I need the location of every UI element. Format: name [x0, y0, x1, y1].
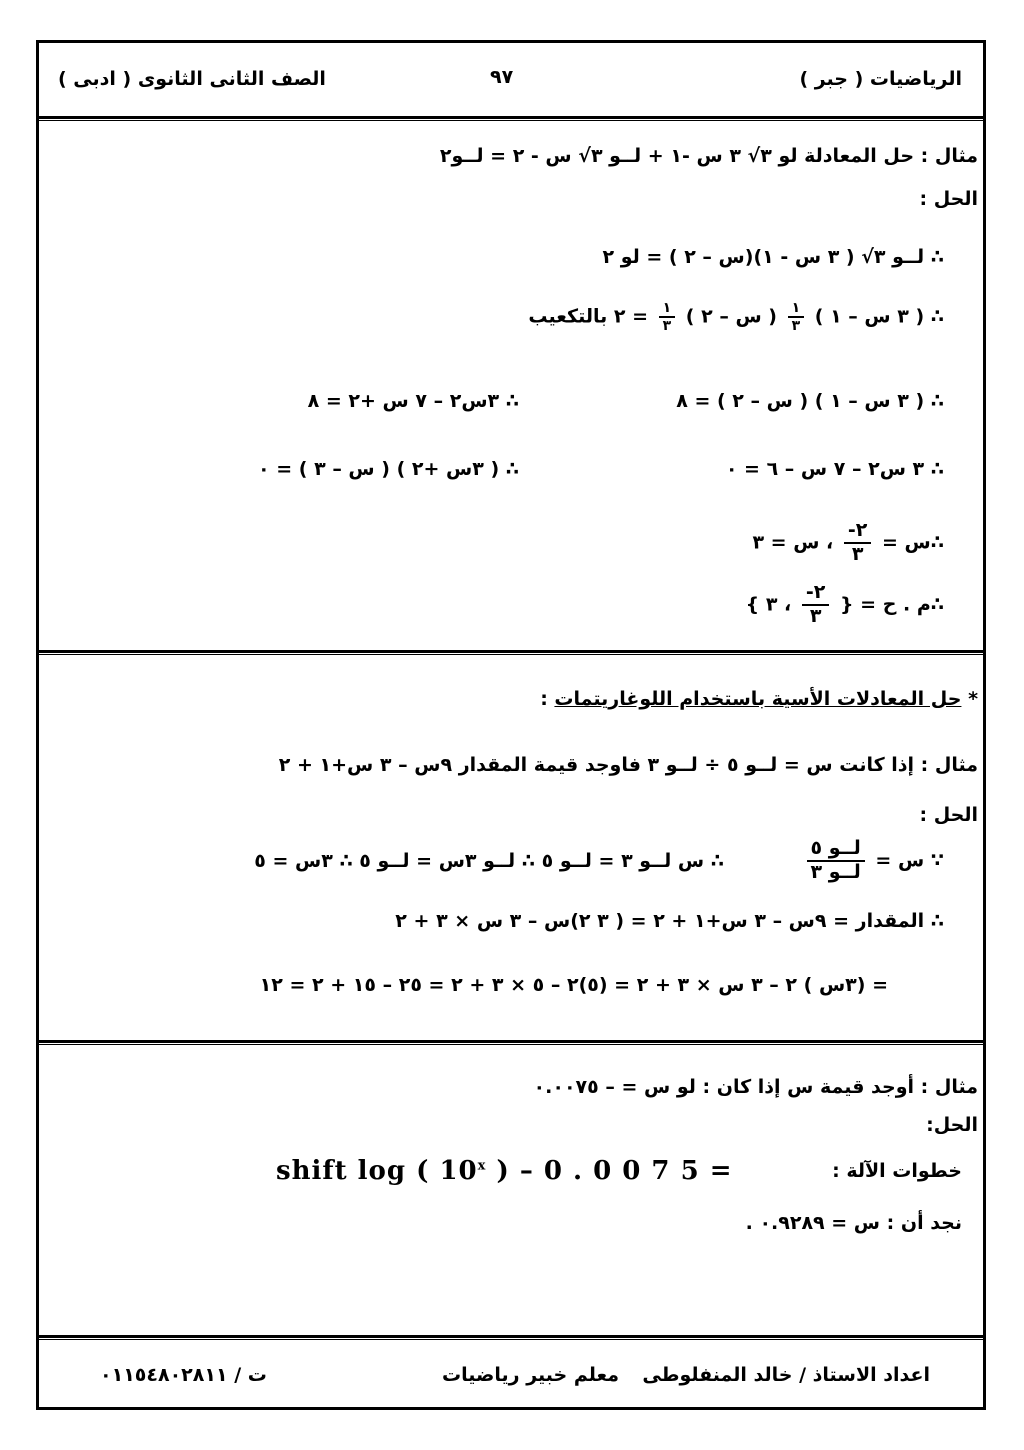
heading-colon: :: [540, 688, 548, 710]
example1-step4-left: ∴ ( ٣س +٢ ) ( س – ٣ ) = ٠: [258, 458, 519, 480]
example1-step5: [752, 520, 944, 566]
heading-text: حل المعادلات الأسية باستخدام اللوغاريتمات: [554, 688, 962, 710]
heading-star: *: [968, 688, 978, 710]
example1-step3-left: ∴ ٣س٢ – ٧ س +٢ = ٨: [307, 390, 519, 412]
example3-result: نجد أن : س = ٠.٩٢٨٩ .: [745, 1212, 962, 1234]
calc-keys: shift log ( 10: [276, 1156, 478, 1186]
example2-expr2: = (٣س ) ٢ – ٣ س × ٣ + ٢ = (٥)٢ – ٥ × ٣ + ٢ = ٢٥ – ١٥ + ٢ = ١٢: [259, 974, 888, 996]
step2-exponent-a: $\frac{١}{٣}$: [788, 300, 805, 334]
page-number: ٩٧: [490, 66, 514, 88]
step2-lhs: ∴ ( ٣ س – ١ ): [814, 305, 944, 328]
divider: [36, 1335, 986, 1338]
example1-statement: مثال : حل المعادلة لو ٣√ ٣ س -١ + لــو ٣√ س - ٢ = لــو٢: [439, 145, 978, 167]
example1-solution-set: [746, 582, 944, 628]
example2-chain: ∴ س لــو ٣ = لــو ٥ ∴ لــو ٣س = لــو ٥ ∴ ٣س = ٥: [254, 850, 724, 872]
phone-label: ت /: [234, 1364, 267, 1386]
step5-prefix: ∴س =: [882, 531, 944, 554]
example3-statement: مثال : أوجد قيمة س إذا كان : لو س = – ٠.٠٠٧٥: [533, 1076, 978, 1098]
subject-title: الرياضيات ( جبر ): [799, 68, 962, 90]
step2-mid: ( س – ٢ ): [685, 305, 777, 328]
calculator-keys: [276, 1158, 733, 1184]
grade-title: الصف الثانى الثانوى ( ادبى ): [58, 68, 326, 90]
step6-fraction: $\frac{٢-}{٣}$: [802, 582, 830, 628]
given-fraction: $\frac{\text{لــو ٥}}{\text{لــو ٣}}$: [807, 838, 865, 884]
solution-label: الحل:: [926, 1114, 978, 1136]
example2-statement: مثال : إذا كانت س = لــو ٥ ÷ لــو ٣ فاوجد قيمة المقدار ٩س – ٣ س+١ + ٢: [278, 754, 978, 776]
example1-step1: ∴ لــو ٣√ ( ٣ س - ١)(س – ٢ ) = لو ٢: [602, 246, 944, 268]
calc-exponent: x: [477, 1158, 487, 1174]
footer-author: اعداد الاستاذ / خالد المنفلوطى: [642, 1364, 930, 1386]
solution-label: الحل :: [919, 804, 978, 826]
solution-label: الحل :: [919, 188, 978, 210]
calc-rest: ) – 0 . 0 0 7 5 =: [496, 1156, 733, 1186]
example1-step3-right: ∴ ( ٣ س – ١ ) ( س – ٢ ) = ٨: [676, 390, 944, 412]
step2-rhs: = ٢ بالتكعيب: [528, 305, 648, 328]
footer-phone: [100, 1366, 267, 1385]
example2-expr1: ∴ المقدار = ٩س – ٣ س+١ + ٢ = ( ٣ ٢)س – ٣ س × ٣ + ٢: [395, 910, 944, 932]
divider: [36, 650, 986, 653]
divider: [36, 1040, 986, 1043]
given-prefix: ∵ س =: [875, 849, 944, 872]
step6-suffix: ، ٣ }: [745, 593, 792, 616]
section-heading: [540, 690, 978, 709]
step2-exponent-b: $\frac{١}{٣}$: [659, 300, 676, 334]
step5-suffix: ، س = ٣: [752, 531, 834, 554]
footer-title: معلم خبير رياضيات: [442, 1364, 619, 1386]
phone-number: ٠١١٥٤٨٠٢٨١١: [100, 1364, 228, 1386]
example2-given: [803, 838, 944, 884]
example1-step4-right: ∴ ٣ س٢ – ٧ س – ٦ = ٠: [725, 458, 944, 480]
calculator-steps-label: خطوات الآلة :: [832, 1160, 962, 1182]
example1-step2: [528, 300, 944, 334]
step5-fraction: $\frac{٢-}{٣}$: [844, 520, 872, 566]
divider: [36, 116, 986, 119]
step6-prefix: ∴م . ح = {: [840, 593, 944, 616]
